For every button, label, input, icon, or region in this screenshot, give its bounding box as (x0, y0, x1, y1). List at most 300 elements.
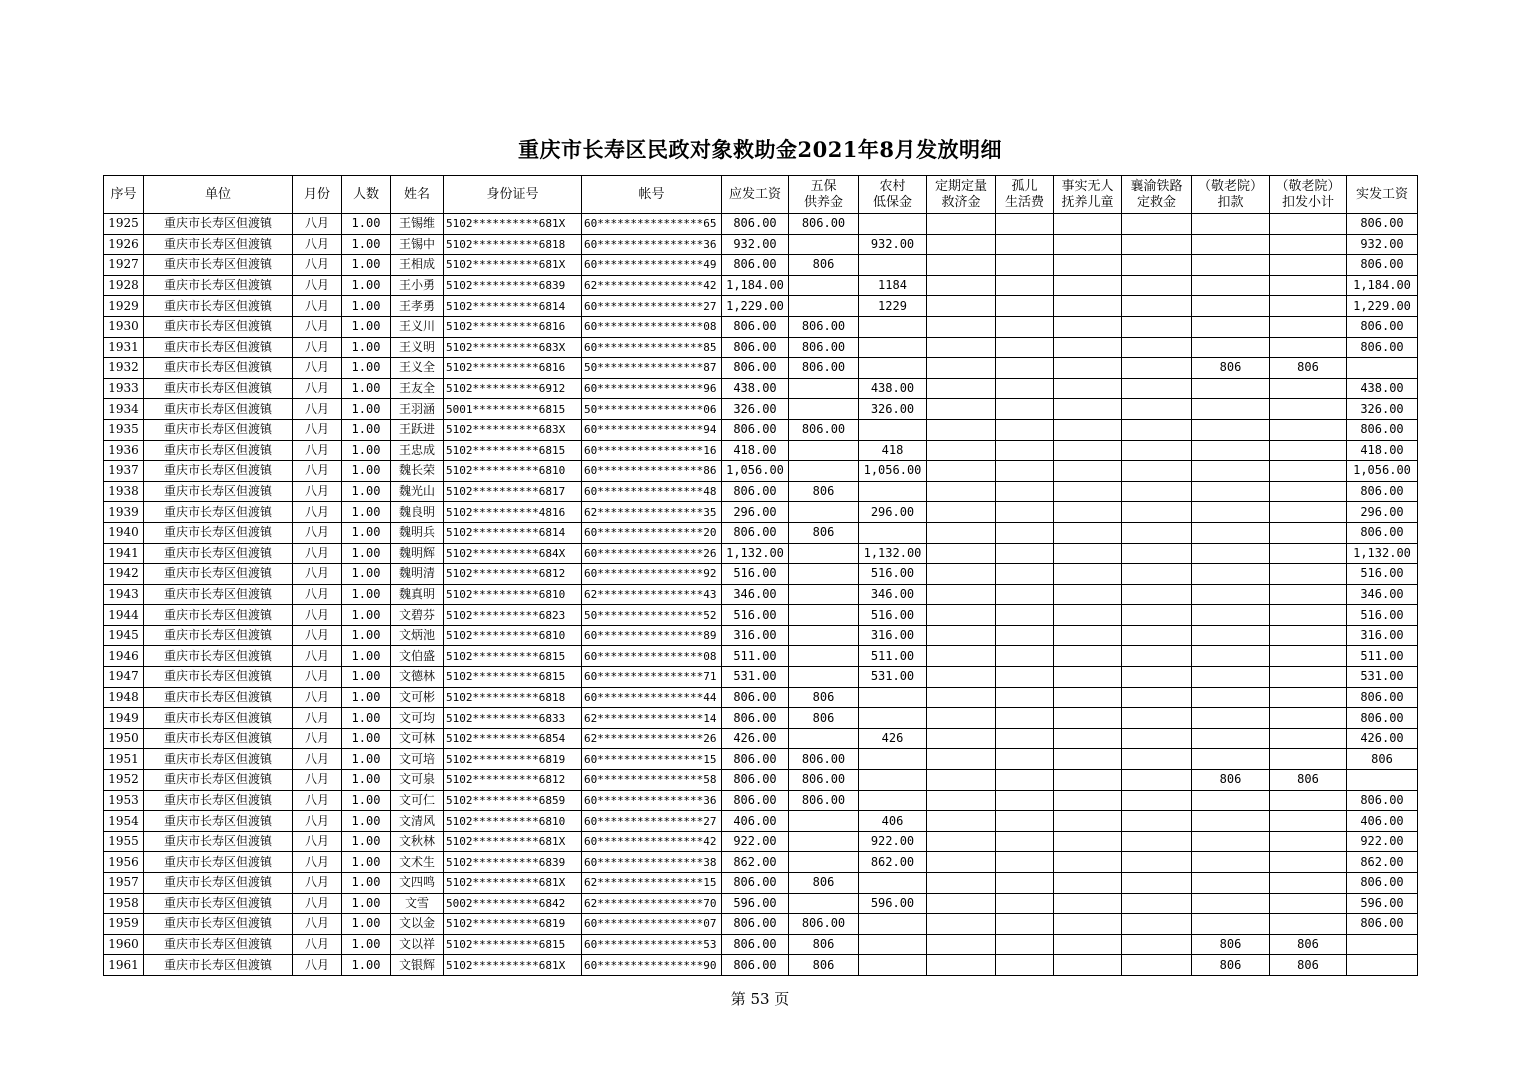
cell-unsupported-children (1054, 481, 1122, 502)
cell-orphan-allowance (996, 584, 1054, 605)
cell-unsupported-children (1054, 687, 1122, 708)
cell-rural-subsistence: 326.00 (859, 399, 927, 420)
cell-serial: 1944 (104, 605, 144, 626)
cell-railway-relief (1122, 790, 1192, 811)
cell-net-pay: 806.00 (1347, 419, 1418, 440)
cell-fixed-relief (927, 605, 996, 626)
table-row (104, 316, 1418, 337)
cell-gross-pay: 1,056.00 (722, 461, 789, 482)
cell-count: 1.00 (342, 419, 391, 440)
cell-fixed-relief (927, 790, 996, 811)
cell-fixed-relief (927, 296, 996, 317)
cell-account: 62****************15 (582, 873, 722, 894)
cell-unit: 重庆市长寿区但渡镇 (144, 440, 293, 461)
cell-five-guarantee: 806.00 (789, 749, 859, 770)
cell-railway-relief (1122, 625, 1192, 646)
cell-unsupported-children (1054, 584, 1122, 605)
cell-name: 魏明辉 (391, 543, 444, 564)
table-row (104, 522, 1418, 543)
table-row (104, 440, 1418, 461)
cell-nursing-deduction (1192, 399, 1270, 420)
table-row (104, 893, 1418, 914)
cell-name: 文四鸣 (391, 873, 444, 894)
table-row (104, 770, 1418, 791)
cell-orphan-allowance (996, 687, 1054, 708)
cell-railway-relief (1122, 214, 1192, 235)
cell-account: 60****************36 (582, 790, 722, 811)
cell-railway-relief (1122, 255, 1192, 276)
cell-month: 八月 (293, 255, 342, 276)
cell-nursing-deduction: 806 (1192, 770, 1270, 791)
cell-count: 1.00 (342, 934, 391, 955)
cell-unsupported-children (1054, 852, 1122, 873)
cell-nursing-deduction (1192, 708, 1270, 729)
cell-fixed-relief (927, 584, 996, 605)
cell-account: 60****************65 (582, 214, 722, 235)
cell-five-guarantee: 806 (789, 481, 859, 502)
cell-nursing-deduction (1192, 749, 1270, 770)
cell-rural-subsistence (859, 770, 927, 791)
cell-five-guarantee: 806 (789, 708, 859, 729)
cell-count: 1.00 (342, 831, 391, 852)
cell-five-guarantee: 806.00 (789, 316, 859, 337)
cell-unsupported-children (1054, 399, 1122, 420)
cell-nursing-subtotal (1270, 646, 1347, 667)
cell-count: 1.00 (342, 399, 391, 420)
cell-unsupported-children (1054, 564, 1122, 585)
cell-id-number: 5102**********6859 (444, 790, 582, 811)
cell-fixed-relief (927, 811, 996, 832)
cell-rural-subsistence (859, 214, 927, 235)
cell-net-pay: 806.00 (1347, 337, 1418, 358)
cell-railway-relief (1122, 543, 1192, 564)
cell-gross-pay: 806.00 (722, 255, 789, 276)
cell-unit: 重庆市长寿区但渡镇 (144, 564, 293, 585)
cell-unsupported-children (1054, 502, 1122, 523)
cell-nursing-subtotal (1270, 461, 1347, 482)
cell-nursing-subtotal (1270, 275, 1347, 296)
cell-nursing-deduction (1192, 440, 1270, 461)
table-row (104, 728, 1418, 749)
cell-fixed-relief (927, 543, 996, 564)
cell-rural-subsistence: 418 (859, 440, 927, 461)
cell-net-pay: 1,229.00 (1347, 296, 1418, 317)
cell-count: 1.00 (342, 708, 391, 729)
cell-rural-subsistence: 922.00 (859, 831, 927, 852)
cell-unit: 重庆市长寿区但渡镇 (144, 811, 293, 832)
cell-unit: 重庆市长寿区但渡镇 (144, 316, 293, 337)
cell-gross-pay: 806.00 (722, 214, 789, 235)
cell-serial: 1933 (104, 378, 144, 399)
cell-gross-pay: 806.00 (722, 358, 789, 379)
cell-railway-relief (1122, 502, 1192, 523)
cell-gross-pay: 316.00 (722, 625, 789, 646)
cell-five-guarantee (789, 378, 859, 399)
payment-detail-table (103, 175, 1418, 976)
cell-unsupported-children (1054, 522, 1122, 543)
cell-five-guarantee (789, 543, 859, 564)
cell-id-number: 5102**********683X (444, 419, 582, 440)
cell-fixed-relief (927, 502, 996, 523)
cell-gross-pay: 1,184.00 (722, 275, 789, 296)
cell-count: 1.00 (342, 296, 391, 317)
cell-serial: 1940 (104, 522, 144, 543)
cell-serial: 1937 (104, 461, 144, 482)
table-body (104, 214, 1418, 976)
cell-serial: 1927 (104, 255, 144, 276)
cell-month: 八月 (293, 728, 342, 749)
cell-count: 1.00 (342, 522, 391, 543)
cell-account: 62****************26 (582, 728, 722, 749)
cell-month: 八月 (293, 770, 342, 791)
cell-net-pay: 1,056.00 (1347, 461, 1418, 482)
table-row (104, 461, 1418, 482)
table-row (104, 852, 1418, 873)
cell-five-guarantee: 806.00 (789, 358, 859, 379)
cell-orphan-allowance (996, 790, 1054, 811)
cell-count: 1.00 (342, 687, 391, 708)
cell-net-pay: 296.00 (1347, 502, 1418, 523)
cell-serial: 1928 (104, 275, 144, 296)
cell-name: 魏光山 (391, 481, 444, 502)
cell-count: 1.00 (342, 852, 391, 873)
cell-railway-relief (1122, 522, 1192, 543)
cell-five-guarantee (789, 440, 859, 461)
cell-serial: 1945 (104, 625, 144, 646)
cell-gross-pay: 516.00 (722, 605, 789, 626)
cell-railway-relief (1122, 873, 1192, 894)
cell-rural-subsistence (859, 522, 927, 543)
cell-orphan-allowance (996, 358, 1054, 379)
table-row (104, 584, 1418, 605)
cell-name: 文可林 (391, 728, 444, 749)
cell-orphan-allowance (996, 481, 1054, 502)
cell-unit: 重庆市长寿区但渡镇 (144, 378, 293, 399)
cell-nursing-subtotal (1270, 399, 1347, 420)
cell-nursing-subtotal (1270, 296, 1347, 317)
cell-account: 60****************53 (582, 934, 722, 955)
cell-unsupported-children (1054, 914, 1122, 935)
table-row (104, 481, 1418, 502)
cell-unsupported-children (1054, 605, 1122, 626)
cell-account: 62****************42 (582, 275, 722, 296)
cell-month: 八月 (293, 811, 342, 832)
cell-rural-subsistence (859, 481, 927, 502)
cell-five-guarantee: 806.00 (789, 914, 859, 935)
cell-count: 1.00 (342, 564, 391, 585)
cell-five-guarantee: 806 (789, 687, 859, 708)
table-row (104, 934, 1418, 955)
cell-net-pay: 932.00 (1347, 234, 1418, 255)
cell-railway-relief (1122, 461, 1192, 482)
cell-five-guarantee: 806 (789, 522, 859, 543)
cell-month: 八月 (293, 831, 342, 852)
cell-fixed-relief (927, 399, 996, 420)
cell-serial: 1943 (104, 584, 144, 605)
cell-fixed-relief (927, 522, 996, 543)
cell-net-pay: 806.00 (1347, 687, 1418, 708)
cell-account: 60****************15 (582, 749, 722, 770)
header-count: 人数 (342, 176, 391, 214)
cell-month: 八月 (293, 378, 342, 399)
cell-unit: 重庆市长寿区但渡镇 (144, 893, 293, 914)
cell-net-pay (1347, 934, 1418, 955)
cell-id-number: 5102**********6810 (444, 811, 582, 832)
cell-id-number: 5102**********6812 (444, 770, 582, 791)
cell-unit: 重庆市长寿区但渡镇 (144, 255, 293, 276)
cell-nursing-subtotal (1270, 811, 1347, 832)
cell-gross-pay: 922.00 (722, 831, 789, 852)
cell-account: 60****************08 (582, 316, 722, 337)
cell-railway-relief (1122, 419, 1192, 440)
cell-serial: 1936 (104, 440, 144, 461)
cell-account: 50****************52 (582, 605, 722, 626)
cell-id-number: 5102**********6810 (444, 625, 582, 646)
cell-account: 62****************35 (582, 502, 722, 523)
cell-railway-relief (1122, 564, 1192, 585)
cell-account: 60****************20 (582, 522, 722, 543)
cell-account: 60****************27 (582, 296, 722, 317)
cell-serial: 1942 (104, 564, 144, 585)
cell-fixed-relief (927, 749, 996, 770)
header-nursing-deduction: （敬老院） 扣款 (1192, 176, 1270, 214)
cell-count: 1.00 (342, 667, 391, 688)
cell-orphan-allowance (996, 234, 1054, 255)
cell-nursing-subtotal (1270, 667, 1347, 688)
cell-unit: 重庆市长寿区但渡镇 (144, 728, 293, 749)
cell-id-number: 5102**********6818 (444, 234, 582, 255)
cell-nursing-subtotal (1270, 831, 1347, 852)
cell-nursing-subtotal (1270, 316, 1347, 337)
cell-orphan-allowance (996, 214, 1054, 235)
cell-name: 王锡维 (391, 214, 444, 235)
cell-account: 60****************44 (582, 687, 722, 708)
cell-nursing-deduction (1192, 316, 1270, 337)
cell-unsupported-children (1054, 770, 1122, 791)
cell-unsupported-children (1054, 296, 1122, 317)
cell-rural-subsistence: 1229 (859, 296, 927, 317)
cell-five-guarantee (789, 811, 859, 832)
cell-rural-subsistence: 346.00 (859, 584, 927, 605)
cell-account: 60****************36 (582, 234, 722, 255)
cell-orphan-allowance (996, 934, 1054, 955)
cell-id-number: 5102**********4816 (444, 502, 582, 523)
cell-net-pay: 806.00 (1347, 255, 1418, 276)
cell-nursing-subtotal (1270, 728, 1347, 749)
cell-month: 八月 (293, 522, 342, 543)
cell-gross-pay: 1,229.00 (722, 296, 789, 317)
cell-unit: 重庆市长寿区但渡镇 (144, 358, 293, 379)
cell-net-pay: 406.00 (1347, 811, 1418, 832)
cell-unsupported-children (1054, 234, 1122, 255)
cell-serial: 1947 (104, 667, 144, 688)
cell-account: 60****************38 (582, 852, 722, 873)
cell-fixed-relief (927, 893, 996, 914)
cell-name: 王友全 (391, 378, 444, 399)
cell-net-pay: 922.00 (1347, 831, 1418, 852)
cell-five-guarantee (789, 461, 859, 482)
table-row (104, 275, 1418, 296)
cell-five-guarantee (789, 564, 859, 585)
cell-month: 八月 (293, 461, 342, 482)
cell-fixed-relief (927, 687, 996, 708)
cell-count: 1.00 (342, 316, 391, 337)
cell-count: 1.00 (342, 893, 391, 914)
cell-month: 八月 (293, 481, 342, 502)
cell-railway-relief (1122, 316, 1192, 337)
cell-name: 魏明兵 (391, 522, 444, 543)
cell-count: 1.00 (342, 584, 391, 605)
cell-count: 1.00 (342, 873, 391, 894)
cell-gross-pay: 806.00 (722, 955, 789, 976)
header-unit: 单位 (144, 176, 293, 214)
cell-orphan-allowance (996, 708, 1054, 729)
cell-serial: 1954 (104, 811, 144, 832)
cell-serial: 1953 (104, 790, 144, 811)
cell-railway-relief (1122, 337, 1192, 358)
cell-five-guarantee (789, 584, 859, 605)
cell-id-number: 5102**********6839 (444, 275, 582, 296)
cell-unit: 重庆市长寿区但渡镇 (144, 605, 293, 626)
cell-nursing-subtotal (1270, 790, 1347, 811)
cell-gross-pay: 806.00 (722, 873, 789, 894)
page-number: 第 53 页 (730, 990, 790, 1008)
cell-count: 1.00 (342, 255, 391, 276)
cell-account: 60****************94 (582, 419, 722, 440)
cell-net-pay: 806.00 (1347, 316, 1418, 337)
cell-nursing-deduction (1192, 584, 1270, 605)
cell-nursing-subtotal (1270, 914, 1347, 935)
cell-gross-pay: 406.00 (722, 811, 789, 832)
cell-orphan-allowance (996, 770, 1054, 791)
table-row (104, 873, 1418, 894)
cell-serial: 1946 (104, 646, 144, 667)
cell-orphan-allowance (996, 728, 1054, 749)
cell-nursing-deduction (1192, 893, 1270, 914)
cell-name: 文秋林 (391, 831, 444, 852)
cell-nursing-deduction (1192, 378, 1270, 399)
cell-nursing-deduction (1192, 296, 1270, 317)
cell-nursing-deduction (1192, 914, 1270, 935)
cell-gross-pay: 862.00 (722, 852, 789, 873)
cell-unsupported-children (1054, 955, 1122, 976)
cell-rural-subsistence: 511.00 (859, 646, 927, 667)
cell-id-number: 5102**********6823 (444, 605, 582, 626)
table-row (104, 234, 1418, 255)
cell-net-pay: 1,132.00 (1347, 543, 1418, 564)
table-row (104, 399, 1418, 420)
cell-name: 魏明清 (391, 564, 444, 585)
cell-net-pay: 438.00 (1347, 378, 1418, 399)
cell-fixed-relief (927, 255, 996, 276)
cell-unit: 重庆市长寿区但渡镇 (144, 337, 293, 358)
header-account: 帐号 (582, 176, 722, 214)
cell-serial: 1948 (104, 687, 144, 708)
cell-railway-relief (1122, 296, 1192, 317)
cell-net-pay: 806.00 (1347, 873, 1418, 894)
cell-id-number: 5102**********6812 (444, 564, 582, 585)
cell-unsupported-children (1054, 646, 1122, 667)
cell-month: 八月 (293, 708, 342, 729)
cell-nursing-deduction (1192, 543, 1270, 564)
cell-unsupported-children (1054, 255, 1122, 276)
cell-net-pay (1347, 358, 1418, 379)
cell-nursing-subtotal (1270, 502, 1347, 523)
cell-month: 八月 (293, 625, 342, 646)
cell-nursing-deduction (1192, 255, 1270, 276)
cell-nursing-subtotal (1270, 543, 1347, 564)
cell-count: 1.00 (342, 646, 391, 667)
cell-unit: 重庆市长寿区但渡镇 (144, 419, 293, 440)
cell-rural-subsistence: 516.00 (859, 605, 927, 626)
cell-net-pay: 596.00 (1347, 893, 1418, 914)
cell-railway-relief (1122, 955, 1192, 976)
cell-net-pay: 531.00 (1347, 667, 1418, 688)
cell-unit: 重庆市长寿区但渡镇 (144, 749, 293, 770)
table-row (104, 749, 1418, 770)
cell-gross-pay: 806.00 (722, 708, 789, 729)
cell-account: 60****************49 (582, 255, 722, 276)
cell-account: 60****************27 (582, 811, 722, 832)
cell-nursing-subtotal (1270, 564, 1347, 585)
cell-five-guarantee (789, 399, 859, 420)
cell-five-guarantee: 806 (789, 955, 859, 976)
cell-id-number: 5102**********6854 (444, 728, 582, 749)
cell-nursing-deduction (1192, 873, 1270, 894)
cell-orphan-allowance (996, 378, 1054, 399)
cell-count: 1.00 (342, 728, 391, 749)
table-row (104, 502, 1418, 523)
cell-month: 八月 (293, 214, 342, 235)
cell-count: 1.00 (342, 358, 391, 379)
cell-orphan-allowance (996, 399, 1054, 420)
cell-fixed-relief (927, 337, 996, 358)
cell-id-number: 5102**********6839 (444, 852, 582, 873)
cell-orphan-allowance (996, 646, 1054, 667)
cell-rural-subsistence: 531.00 (859, 667, 927, 688)
cell-orphan-allowance (996, 605, 1054, 626)
cell-net-pay: 418.00 (1347, 440, 1418, 461)
cell-rural-subsistence (859, 419, 927, 440)
cell-account: 60****************42 (582, 831, 722, 852)
cell-railway-relief (1122, 440, 1192, 461)
cell-rural-subsistence (859, 749, 927, 770)
cell-five-guarantee: 806.00 (789, 214, 859, 235)
cell-railway-relief (1122, 770, 1192, 791)
cell-name: 王孝勇 (391, 296, 444, 317)
cell-name: 文碧芬 (391, 605, 444, 626)
cell-five-guarantee (789, 605, 859, 626)
cell-net-pay (1347, 955, 1418, 976)
cell-orphan-allowance (996, 914, 1054, 935)
cell-count: 1.00 (342, 275, 391, 296)
cell-nursing-subtotal (1270, 625, 1347, 646)
cell-name: 王忠成 (391, 440, 444, 461)
cell-unit: 重庆市长寿区但渡镇 (144, 667, 293, 688)
cell-unsupported-children (1054, 749, 1122, 770)
header-row (104, 176, 1418, 214)
cell-serial: 1935 (104, 419, 144, 440)
cell-unsupported-children (1054, 728, 1122, 749)
cell-account: 60****************16 (582, 440, 722, 461)
cell-five-guarantee (789, 728, 859, 749)
cell-count: 1.00 (342, 811, 391, 832)
cell-nursing-subtotal (1270, 419, 1347, 440)
cell-net-pay: 806.00 (1347, 914, 1418, 935)
cell-fixed-relief (927, 831, 996, 852)
cell-nursing-deduction (1192, 811, 1270, 832)
cell-five-guarantee (789, 625, 859, 646)
